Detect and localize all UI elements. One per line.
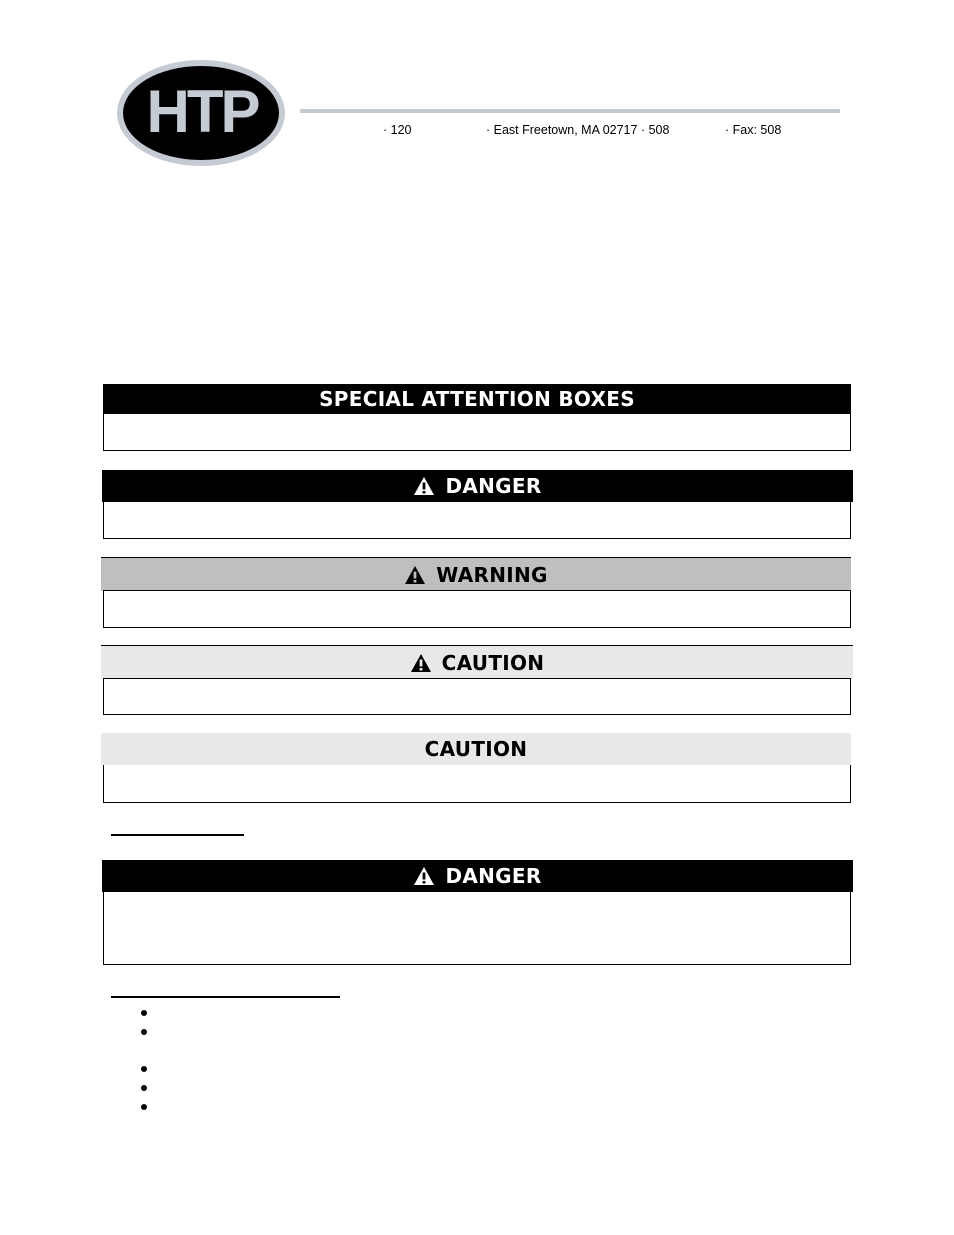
danger-title: DANGER (445, 474, 542, 498)
list-bullet (141, 1104, 147, 1110)
address-part-2: · East Freetown, MA 02717 · 508 (486, 123, 670, 137)
special-attention-body (103, 413, 851, 451)
list-bullet (141, 1010, 147, 1016)
special-attention-title: SPECIAL ATTENTION BOXES (319, 387, 635, 411)
list-bullet (141, 1085, 147, 1091)
warning-title: WARNING (436, 562, 548, 587)
caution-icon-header (101, 645, 853, 679)
caution-plain-body (103, 765, 851, 803)
danger-box-2 (102, 860, 853, 965)
warning-body (103, 590, 851, 628)
section-heading-underline (111, 834, 244, 836)
danger-header (102, 470, 853, 502)
list-bullet (141, 1066, 147, 1072)
warning-triangle-icon (413, 476, 435, 496)
list-heading-underline (111, 996, 340, 998)
caution-icon-title: CAUTION (441, 650, 545, 675)
list-bullet (141, 1029, 147, 1035)
caution-plain-header (101, 733, 851, 765)
warning-header (101, 557, 851, 591)
danger-2-title: DANGER (445, 864, 542, 888)
caution-icon-body (103, 678, 851, 715)
special-attention-box (103, 384, 851, 451)
danger-body (103, 501, 851, 539)
warning-triangle-icon (404, 565, 426, 585)
header-rule (300, 109, 840, 113)
warning-triangle-icon (413, 866, 435, 886)
address-part-3: · Fax: 508 (725, 123, 782, 137)
danger-box (102, 470, 853, 539)
warning-triangle-icon (410, 653, 432, 673)
caution-icon-box (101, 645, 853, 715)
warning-box (101, 557, 851, 628)
logo-text: HTP (146, 78, 258, 145)
danger-2-body (103, 891, 851, 965)
htp-logo (116, 59, 286, 167)
caution-plain-box (101, 733, 851, 803)
address-part-1: · 120 (383, 123, 412, 137)
caution-plain-title: CAUTION (424, 737, 528, 761)
special-attention-header (103, 384, 851, 414)
danger-2-header (102, 860, 853, 892)
